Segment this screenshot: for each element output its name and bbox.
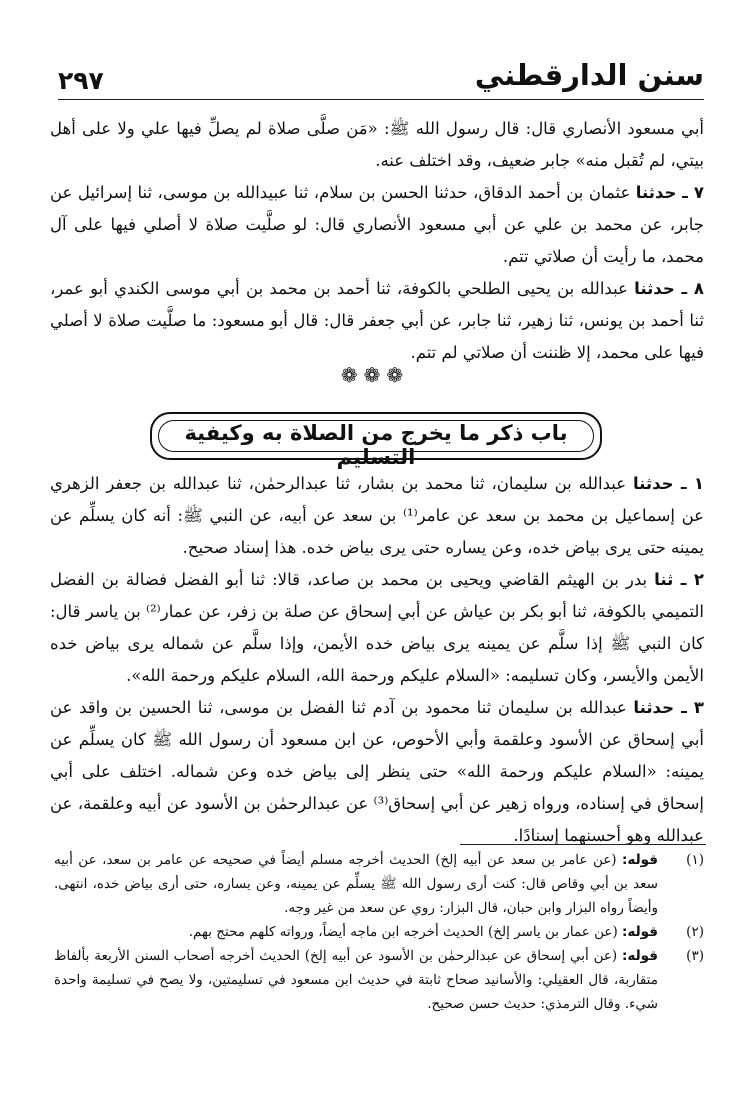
footnote-label: قوله:	[622, 852, 658, 868]
hadith-1-lead: ١ ـ حدثنا	[632, 474, 704, 493]
hadith-2-lead: ٢ ـ ثنا	[654, 570, 704, 589]
header-rule	[58, 99, 704, 100]
footnote-text: (عن عمار بن ياسر إلخ) الحديث أخرجه ابن ماجه أيضاً، ورواته كلهم محتج بهم.	[188, 924, 623, 940]
hadith-7: ٧ ـ حدثنا عثمان بن أحمد الدقاق، حدثنا الحسن بن سلام، ثنا عبيدالله بن موسى، ثنا إسرائيل عن جابر، عن محمد بن علي عن أبي مسعود الأنصاري قال: لو صلَّيت صلاة لا أصلي فيها على آل محمد، ما رأيت أن صلاتي تتم.	[50, 183, 704, 266]
footnote-number: (٣)	[686, 948, 704, 964]
footnotes	[54, 848, 704, 1016]
footnote-separator	[460, 844, 706, 845]
hadith-8-lead: ٨ ـ حدثنا	[634, 279, 704, 298]
hadith-1: ١ ـ حدثنا عبدالله بن سليمان، ثنا محمد بن بشار، ثنا عبدالرحمٰن، ثنا عبدالله بن جعفر الزهري عن إسماعيل بن محمد بن سعد عن عامر⁽¹⁾ بن سعد عن أبيه، عن النبي ﷺ: أنه كان يسلِّم عن يمينه حتى يرى بياض خده، وعن يساره حتى يرى بياض خده. هذا إسناد صحيح.	[50, 474, 704, 557]
footnote-1	[54, 848, 704, 920]
page-header	[58, 58, 704, 100]
chapter-text-block	[50, 468, 704, 852]
hadith-3: ٣ ـ حدثنا عبدالله بن سليمان ثنا محمود بن آدم ثنا الفضل بن موسى، ثنا الحسين بن واقد عن أبي إسحاق عن الأسود وعلقمة وأبي الأحوص، عن ابن مسعود أن رسول الله ﷺ كان يسلِّم عن يمينه: «السلام عليكم ورحمة الله» حتى ينظر إلى بياض خده وعن شماله. اختلف على أبي إسحاق في إسناده، ورواه زهير عن أبي إسحاق⁽³⁾ عن عبدالرحمٰن بن الأسود عن أبيه وعلقمة، عن عبدالله وهو أحسنهما إسنادًا.	[50, 698, 705, 845]
chapter-heading-frame	[150, 412, 602, 469]
paragraph-continuation: أبي مسعود الأنصاري قال: قال رسول الله ﷺ: «مَن صلَّى صلاة لم يصلِّ فيها علي ولا على أهل بيتي، لم تُقبل منه» جابر ضعيف، وقد اختلف عنه.	[50, 119, 704, 170]
footnote-number: (٢)	[686, 924, 704, 940]
footnote-number: (١)	[686, 852, 704, 868]
hadith-8: ٨ ـ حدثنا عبدالله بن يحيى الطلحي بالكوفة، ثنا أحمد بن محمد بن أبي موسى الكندي أبو عمر، ثنا أحمد بن يونس، ثنا زهير، ثنا جابر، عن أبي جعفر قال: قال أبو مسعود: ما صلَّيت صلاة لا أصلي فيها على محمد، إلا ظننت أن صلاتي لم تتم.	[50, 279, 704, 362]
hadith-7-lead: ٧ ـ حدثنا	[635, 183, 704, 202]
hadith-2: ٢ ـ ثنا بدر بن الهيثم القاضي ويحيى بن محمد بن صاعد، قالا: ثنا أبو الفضل فضالة بن الفضل التميمي بالكوفة، ثنا أبو بكر بن عياش عن أبي إسحاق عن صلة بن زفر، عن عمار⁽²⁾ بن ياسر قال: كان النبي ﷺ إذا سلَّم عن يمينه يرى بياض خده الأيمن، وإذا سلَّم عن شماله يرى بياض خده الأيمن والأيسر، وكان تسليمه: «السلام عليكم ورحمة الله، السلام عليكم ورحمة الله».	[50, 570, 704, 685]
footnote-2	[54, 920, 704, 944]
footnote-3	[54, 944, 704, 1016]
top-text-block	[50, 113, 704, 369]
footnote-text: (عن أبي إسحاق عن عبدالرحمٰن بن الأسود عن أبيه إلخ) الحديث أخرجه أصحاب السنن الأربعة بألفاظ متقاربة، قال العقيلي: والأسانيد صحاح ثابتة في حديث ابن مسعود في تسليمتين، ولا يصح في تسليمة واحدة شيء. وقال الترمذي: حديث حسن صحيح.	[54, 948, 658, 1012]
footnote-label: قوله:	[622, 948, 658, 964]
book-title: سنن الدارقطني	[474, 58, 704, 92]
section-divider-ornament: ❁❁❁	[340, 363, 410, 387]
chapter-title: باب ذكر ما يخرج من الصلاة به وكيفية التسليم	[184, 421, 568, 469]
page-number: ٢٩٧	[58, 66, 104, 95]
hadith-3-lead: ٣ ـ حدثنا	[633, 698, 704, 717]
footnote-label: قوله:	[622, 924, 658, 940]
footnote-text: (عن عامر بن سعد عن أبيه إلخ) الحديث أخرجه مسلم أيضاً في صحيحه عن عامر بن سعد، عن أبيه سعد بن أبي وقاص قال: كنت أرى رسول الله ﷺ يسلِّم عن يمينه، وعن يساره، حتى أرى بياض خده، انتهى. وأيضاً رواه البزار وابن حبان، قال البزار: روي عن سعد من غير وجه.	[54, 852, 658, 916]
